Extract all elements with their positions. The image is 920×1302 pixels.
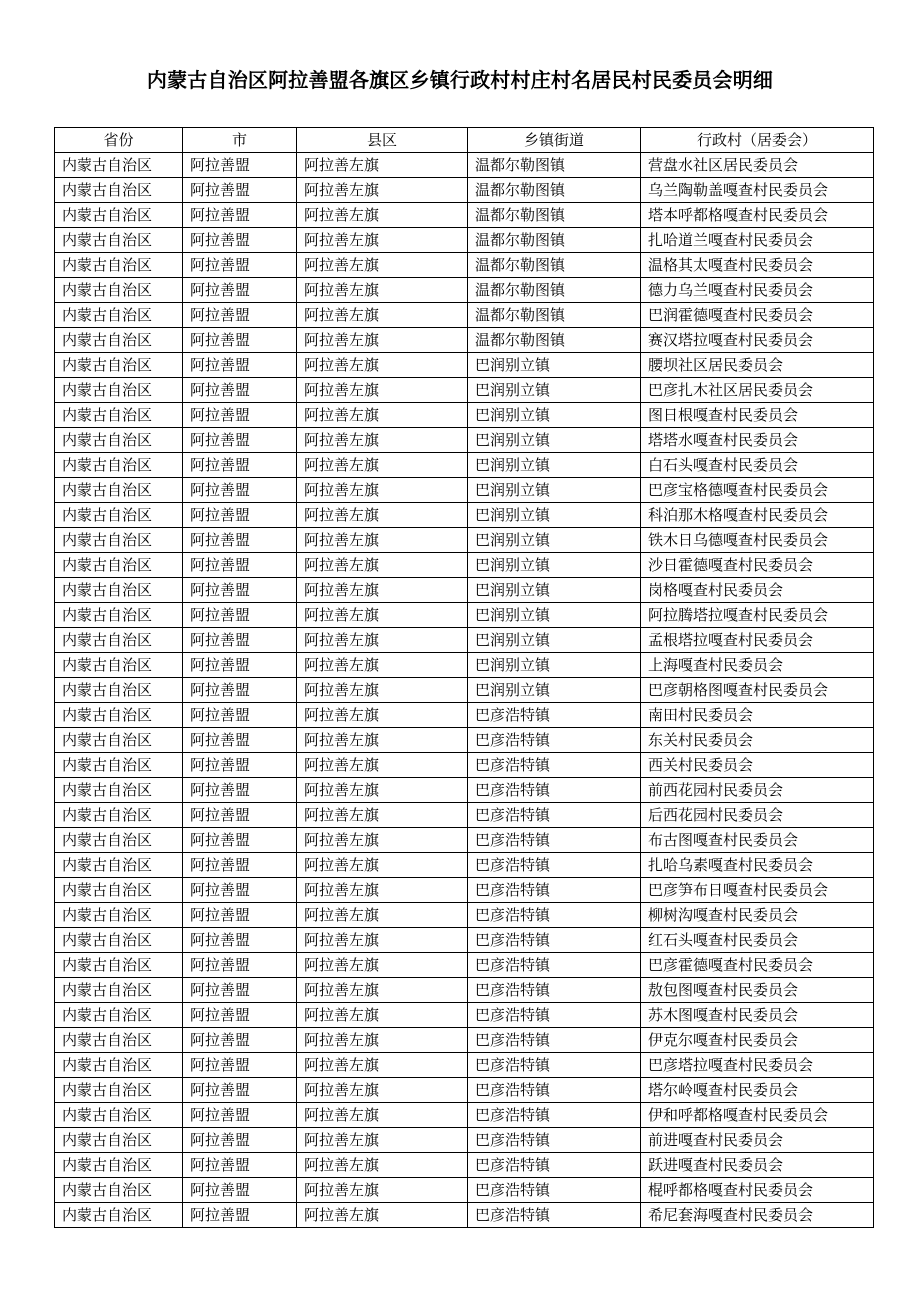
cell-city: 阿拉善盟 [183, 1128, 297, 1153]
cell-province: 内蒙古自治区 [55, 1153, 183, 1178]
cell-town: 巴润别立镇 [468, 678, 641, 703]
cell-city: 阿拉善盟 [183, 1028, 297, 1053]
cell-village: 伊克尔嘎查村民委员会 [641, 1028, 874, 1053]
table-row [55, 1203, 874, 1228]
cell-county: 阿拉善左旗 [297, 303, 468, 328]
table-row [55, 778, 874, 803]
cell-city: 阿拉善盟 [183, 828, 297, 853]
cell-town: 巴润别立镇 [468, 453, 641, 478]
cell-province: 内蒙古自治区 [55, 1203, 183, 1228]
cell-county: 阿拉善左旗 [297, 428, 468, 453]
cell-province: 内蒙古自治区 [55, 853, 183, 878]
cell-village: 南田村民委员会 [641, 703, 874, 728]
cell-province: 内蒙古自治区 [55, 753, 183, 778]
table-row [55, 653, 874, 678]
table-row [55, 178, 874, 203]
cell-county: 阿拉善左旗 [297, 853, 468, 878]
cell-city: 阿拉善盟 [183, 778, 297, 803]
cell-city: 阿拉善盟 [183, 353, 297, 378]
table-row [55, 753, 874, 778]
cell-province: 内蒙古自治区 [55, 878, 183, 903]
cell-village: 铁木日乌德嘎查村民委员会 [641, 528, 874, 553]
table-row [55, 953, 874, 978]
cell-city: 阿拉善盟 [183, 1003, 297, 1028]
cell-province: 内蒙古自治区 [55, 1078, 183, 1103]
cell-county: 阿拉善左旗 [297, 978, 468, 1003]
cell-city: 阿拉善盟 [183, 278, 297, 303]
cell-province: 内蒙古自治区 [55, 653, 183, 678]
cell-county: 阿拉善左旗 [297, 503, 468, 528]
cell-county: 阿拉善左旗 [297, 353, 468, 378]
cell-city: 阿拉善盟 [183, 703, 297, 728]
cell-county: 阿拉善左旗 [297, 1203, 468, 1228]
cell-province: 内蒙古自治区 [55, 278, 183, 303]
document-title: 内蒙古自治区阿拉善盟各旗区乡镇行政村村庄村名居民村民委员会明细 [146, 68, 774, 92]
table-header-row [55, 128, 874, 153]
cell-city: 阿拉善盟 [183, 903, 297, 928]
cell-town: 巴彦浩特镇 [468, 878, 641, 903]
cell-province: 内蒙古自治区 [55, 1178, 183, 1203]
cell-county: 阿拉善左旗 [297, 803, 468, 828]
table-row [55, 203, 874, 228]
cell-county: 阿拉善左旗 [297, 1078, 468, 1103]
cell-county: 阿拉善左旗 [297, 453, 468, 478]
cell-city: 阿拉善盟 [183, 453, 297, 478]
cell-city: 阿拉善盟 [183, 403, 297, 428]
cell-town: 巴润别立镇 [468, 378, 641, 403]
cell-village: 阿拉腾塔拉嘎查村民委员会 [641, 603, 874, 628]
cell-village: 扎哈道兰嘎查村民委员会 [641, 228, 874, 253]
cell-city: 阿拉善盟 [183, 1153, 297, 1178]
cell-town: 温都尔勒图镇 [468, 278, 641, 303]
cell-province: 内蒙古自治区 [55, 228, 183, 253]
cell-village: 棍呼都格嘎查村民委员会 [641, 1178, 874, 1203]
cell-province: 内蒙古自治区 [55, 378, 183, 403]
cell-county: 阿拉善左旗 [297, 378, 468, 403]
cell-county: 阿拉善左旗 [297, 203, 468, 228]
cell-province: 内蒙古自治区 [55, 503, 183, 528]
cell-county: 阿拉善左旗 [297, 1153, 468, 1178]
cell-town: 巴润别立镇 [468, 653, 641, 678]
table-row [55, 1053, 874, 1078]
cell-village: 巴彦笋布日嘎查村民委员会 [641, 878, 874, 903]
cell-city: 阿拉善盟 [183, 1203, 297, 1228]
cell-city: 阿拉善盟 [183, 228, 297, 253]
table-row [55, 603, 874, 628]
cell-county: 阿拉善左旗 [297, 403, 468, 428]
cell-county: 阿拉善左旗 [297, 828, 468, 853]
table-row [55, 328, 874, 353]
cell-city: 阿拉善盟 [183, 953, 297, 978]
cell-province: 内蒙古自治区 [55, 1003, 183, 1028]
cell-province: 内蒙古自治区 [55, 553, 183, 578]
cell-county: 阿拉善左旗 [297, 1003, 468, 1028]
cell-town: 巴润别立镇 [468, 603, 641, 628]
cell-village: 塔本呼都格嘎查村民委员会 [641, 203, 874, 228]
cell-county: 阿拉善左旗 [297, 653, 468, 678]
cell-village: 苏木图嘎查村民委员会 [641, 1003, 874, 1028]
cell-town: 巴润别立镇 [468, 503, 641, 528]
cell-province: 内蒙古自治区 [55, 153, 183, 178]
cell-village: 孟根塔拉嘎查村民委员会 [641, 628, 874, 653]
cell-province: 内蒙古自治区 [55, 253, 183, 278]
cell-village: 布古图嘎查村民委员会 [641, 828, 874, 853]
table-row [55, 553, 874, 578]
cell-town: 温都尔勒图镇 [468, 153, 641, 178]
cell-village: 沙日霍德嘎查村民委员会 [641, 553, 874, 578]
cell-village: 营盘水社区居民委员会 [641, 153, 874, 178]
cell-town: 温都尔勒图镇 [468, 203, 641, 228]
cell-town: 巴彦浩特镇 [468, 1003, 641, 1028]
cell-town: 巴彦浩特镇 [468, 1078, 641, 1103]
cell-city: 阿拉善盟 [183, 528, 297, 553]
cell-city: 阿拉善盟 [183, 303, 297, 328]
table-row [55, 1028, 874, 1053]
cell-town: 温都尔勒图镇 [468, 303, 641, 328]
table-row [55, 528, 874, 553]
cell-province: 内蒙古自治区 [55, 528, 183, 553]
table-row [55, 503, 874, 528]
cell-town: 巴彦浩特镇 [468, 953, 641, 978]
cell-province: 内蒙古自治区 [55, 778, 183, 803]
table-row [55, 378, 874, 403]
village-committee-table [54, 127, 874, 1228]
table-row [55, 978, 874, 1003]
cell-town: 巴润别立镇 [468, 428, 641, 453]
cell-city: 阿拉善盟 [183, 253, 297, 278]
cell-province: 内蒙古自治区 [55, 903, 183, 928]
cell-county: 阿拉善左旗 [297, 1178, 468, 1203]
cell-village: 塔塔水嘎查村民委员会 [641, 428, 874, 453]
cell-city: 阿拉善盟 [183, 478, 297, 503]
table-row [55, 228, 874, 253]
table-row [55, 728, 874, 753]
table-row [55, 828, 874, 853]
cell-county: 阿拉善左旗 [297, 528, 468, 553]
cell-city: 阿拉善盟 [183, 178, 297, 203]
cell-town: 巴彦浩特镇 [468, 978, 641, 1003]
table-row [55, 1078, 874, 1103]
table-row [55, 628, 874, 653]
cell-city: 阿拉善盟 [183, 503, 297, 528]
table-row [55, 903, 874, 928]
cell-village: 巴彦塔拉嘎查村民委员会 [641, 1053, 874, 1078]
cell-county: 阿拉善左旗 [297, 728, 468, 753]
cell-province: 内蒙古自治区 [55, 1028, 183, 1053]
cell-county: 阿拉善左旗 [297, 703, 468, 728]
table-row [55, 478, 874, 503]
cell-village: 巴彦霍德嘎查村民委员会 [641, 953, 874, 978]
cell-town: 巴彦浩特镇 [468, 728, 641, 753]
cell-county: 阿拉善左旗 [297, 928, 468, 953]
cell-county: 阿拉善左旗 [297, 1053, 468, 1078]
cell-city: 阿拉善盟 [183, 853, 297, 878]
cell-province: 内蒙古自治区 [55, 353, 183, 378]
cell-city: 阿拉善盟 [183, 753, 297, 778]
cell-town: 巴润别立镇 [468, 478, 641, 503]
cell-town: 巴润别立镇 [468, 528, 641, 553]
cell-town: 温都尔勒图镇 [468, 253, 641, 278]
cell-county: 阿拉善左旗 [297, 953, 468, 978]
cell-city: 阿拉善盟 [183, 1053, 297, 1078]
table-row [55, 578, 874, 603]
table-row [55, 878, 874, 903]
column-header-county: 县区 [297, 128, 468, 153]
cell-village: 跃进嘎查村民委员会 [641, 1153, 874, 1178]
column-header-town: 乡镇街道 [468, 128, 641, 153]
cell-village: 图日根嘎查村民委员会 [641, 403, 874, 428]
cell-town: 巴彦浩特镇 [468, 753, 641, 778]
cell-province: 内蒙古自治区 [55, 703, 183, 728]
cell-county: 阿拉善左旗 [297, 553, 468, 578]
cell-village: 上海嘎查村民委员会 [641, 653, 874, 678]
cell-town: 巴彦浩特镇 [468, 1028, 641, 1053]
cell-city: 阿拉善盟 [183, 653, 297, 678]
cell-village: 德力乌兰嘎查村民委员会 [641, 278, 874, 303]
cell-town: 巴彦浩特镇 [468, 928, 641, 953]
table-row [55, 928, 874, 953]
cell-village: 腰坝社区居民委员会 [641, 353, 874, 378]
cell-town: 巴彦浩特镇 [468, 778, 641, 803]
table-body [55, 153, 874, 1228]
table-row [55, 1003, 874, 1028]
cell-county: 阿拉善左旗 [297, 278, 468, 303]
cell-village: 赛汉塔拉嘎查村民委员会 [641, 328, 874, 353]
cell-province: 内蒙古自治区 [55, 428, 183, 453]
cell-city: 阿拉善盟 [183, 628, 297, 653]
cell-province: 内蒙古自治区 [55, 1128, 183, 1153]
cell-city: 阿拉善盟 [183, 928, 297, 953]
cell-province: 内蒙古自治区 [55, 928, 183, 953]
cell-city: 阿拉善盟 [183, 728, 297, 753]
cell-province: 内蒙古自治区 [55, 803, 183, 828]
table-row [55, 1153, 874, 1178]
column-header-city: 市 [183, 128, 297, 153]
cell-county: 阿拉善左旗 [297, 1028, 468, 1053]
cell-village: 白石头嘎查村民委员会 [641, 453, 874, 478]
cell-town: 巴润别立镇 [468, 353, 641, 378]
cell-county: 阿拉善左旗 [297, 1128, 468, 1153]
cell-town: 巴彦浩特镇 [468, 853, 641, 878]
table-row [55, 353, 874, 378]
cell-city: 阿拉善盟 [183, 153, 297, 178]
cell-village: 乌兰陶勒盖嘎查村民委员会 [641, 178, 874, 203]
cell-city: 阿拉善盟 [183, 203, 297, 228]
table-row [55, 1178, 874, 1203]
cell-city: 阿拉善盟 [183, 978, 297, 1003]
cell-province: 内蒙古自治区 [55, 978, 183, 1003]
cell-village: 希尼套海嘎查村民委员会 [641, 1203, 874, 1228]
cell-village: 敖包图嘎查村民委员会 [641, 978, 874, 1003]
cell-province: 内蒙古自治区 [55, 403, 183, 428]
table-row [55, 453, 874, 478]
cell-town: 温都尔勒图镇 [468, 228, 641, 253]
cell-province: 内蒙古自治区 [55, 603, 183, 628]
cell-province: 内蒙古自治区 [55, 453, 183, 478]
table-row [55, 1103, 874, 1128]
cell-city: 阿拉善盟 [183, 603, 297, 628]
cell-village: 塔尔岭嘎查村民委员会 [641, 1078, 874, 1103]
column-header-village: 行政村（居委会） [641, 128, 874, 153]
cell-province: 内蒙古自治区 [55, 303, 183, 328]
cell-town: 温都尔勒图镇 [468, 328, 641, 353]
table-row [55, 153, 874, 178]
cell-city: 阿拉善盟 [183, 553, 297, 578]
cell-city: 阿拉善盟 [183, 678, 297, 703]
cell-village: 巴彦宝格德嘎查村民委员会 [641, 478, 874, 503]
cell-village: 西关村民委员会 [641, 753, 874, 778]
cell-city: 阿拉善盟 [183, 578, 297, 603]
cell-town: 巴彦浩特镇 [468, 1053, 641, 1078]
table-row [55, 703, 874, 728]
cell-village: 科泊那木格嘎查村民委员会 [641, 503, 874, 528]
cell-city: 阿拉善盟 [183, 328, 297, 353]
cell-village: 后西花园村民委员会 [641, 803, 874, 828]
cell-county: 阿拉善左旗 [297, 228, 468, 253]
cell-town: 巴润别立镇 [468, 628, 641, 653]
cell-county: 阿拉善左旗 [297, 753, 468, 778]
cell-village: 巴润霍德嘎查村民委员会 [641, 303, 874, 328]
cell-town: 巴润别立镇 [468, 578, 641, 603]
cell-town: 巴彦浩特镇 [468, 1128, 641, 1153]
cell-town: 温都尔勒图镇 [468, 178, 641, 203]
cell-town: 巴润别立镇 [468, 553, 641, 578]
table-row [55, 428, 874, 453]
cell-city: 阿拉善盟 [183, 1103, 297, 1128]
cell-village: 巴彦朝格图嘎查村民委员会 [641, 678, 874, 703]
table-row [55, 403, 874, 428]
cell-village: 伊和呼都格嘎查村民委员会 [641, 1103, 874, 1128]
table-row [55, 853, 874, 878]
cell-town: 巴润别立镇 [468, 403, 641, 428]
cell-county: 阿拉善左旗 [297, 628, 468, 653]
cell-province: 内蒙古自治区 [55, 728, 183, 753]
table-row [55, 303, 874, 328]
cell-village: 东关村民委员会 [641, 728, 874, 753]
table-row [55, 678, 874, 703]
cell-county: 阿拉善左旗 [297, 903, 468, 928]
cell-village: 岗格嘎查村民委员会 [641, 578, 874, 603]
cell-province: 内蒙古自治区 [55, 828, 183, 853]
cell-city: 阿拉善盟 [183, 1078, 297, 1103]
cell-village: 前进嘎查村民委员会 [641, 1128, 874, 1153]
cell-village: 柳树沟嘎查村民委员会 [641, 903, 874, 928]
cell-county: 阿拉善左旗 [297, 678, 468, 703]
cell-city: 阿拉善盟 [183, 878, 297, 903]
cell-village: 前西花园村民委员会 [641, 778, 874, 803]
cell-province: 内蒙古自治区 [55, 178, 183, 203]
cell-province: 内蒙古自治区 [55, 678, 183, 703]
cell-village: 巴彦扎木社区居民委员会 [641, 378, 874, 403]
cell-county: 阿拉善左旗 [297, 253, 468, 278]
table-row [55, 803, 874, 828]
cell-village: 温格其太嘎查村民委员会 [641, 253, 874, 278]
cell-province: 内蒙古自治区 [55, 1103, 183, 1128]
cell-town: 巴彦浩特镇 [468, 1103, 641, 1128]
cell-city: 阿拉善盟 [183, 428, 297, 453]
cell-town: 巴彦浩特镇 [468, 803, 641, 828]
cell-county: 阿拉善左旗 [297, 328, 468, 353]
cell-town: 巴彦浩特镇 [468, 1203, 641, 1228]
cell-town: 巴彦浩特镇 [468, 828, 641, 853]
cell-county: 阿拉善左旗 [297, 603, 468, 628]
table-row [55, 253, 874, 278]
cell-village: 红石头嘎查村民委员会 [641, 928, 874, 953]
cell-county: 阿拉善左旗 [297, 778, 468, 803]
cell-county: 阿拉善左旗 [297, 578, 468, 603]
cell-town: 巴彦浩特镇 [468, 1153, 641, 1178]
cell-town: 巴彦浩特镇 [468, 703, 641, 728]
table-row [55, 1128, 874, 1153]
cell-province: 内蒙古自治区 [55, 328, 183, 353]
cell-province: 内蒙古自治区 [55, 953, 183, 978]
cell-county: 阿拉善左旗 [297, 153, 468, 178]
cell-village: 扎哈乌素嘎查村民委员会 [641, 853, 874, 878]
cell-province: 内蒙古自治区 [55, 1053, 183, 1078]
cell-province: 内蒙古自治区 [55, 203, 183, 228]
cell-county: 阿拉善左旗 [297, 1103, 468, 1128]
cell-city: 阿拉善盟 [183, 378, 297, 403]
cell-province: 内蒙古自治区 [55, 578, 183, 603]
cell-city: 阿拉善盟 [183, 803, 297, 828]
column-header-province: 省份 [55, 128, 183, 153]
cell-county: 阿拉善左旗 [297, 478, 468, 503]
cell-province: 内蒙古自治区 [55, 628, 183, 653]
cell-town: 巴彦浩特镇 [468, 903, 641, 928]
cell-province: 内蒙古自治区 [55, 478, 183, 503]
table-row [55, 278, 874, 303]
cell-town: 巴彦浩特镇 [468, 1178, 641, 1203]
cell-county: 阿拉善左旗 [297, 878, 468, 903]
cell-city: 阿拉善盟 [183, 1178, 297, 1203]
cell-county: 阿拉善左旗 [297, 178, 468, 203]
